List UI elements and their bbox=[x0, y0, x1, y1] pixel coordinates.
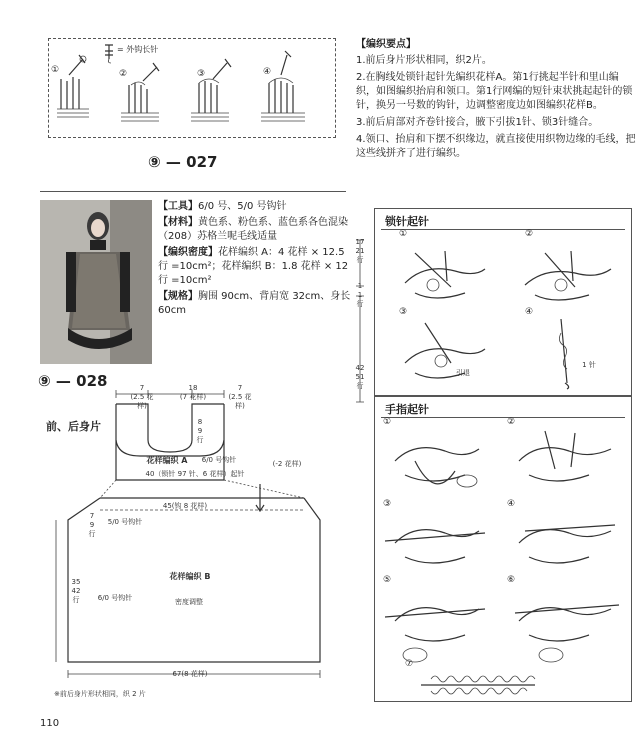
chain-a-label: 40（锁针 97 针、6 花样）起针 bbox=[145, 470, 245, 478]
materials-text: 6/0 号、5/0 号钩针 bbox=[198, 201, 287, 212]
top-dim-right: 7 (2.5 花样) bbox=[228, 384, 252, 410]
hook-6-label: 6/0 号钩针 bbox=[97, 594, 133, 602]
materials-line bbox=[158, 216, 356, 244]
step-1-label: ① bbox=[51, 65, 60, 75]
minus-label: (-2 花样) bbox=[272, 460, 302, 468]
chain-hook-icon bbox=[559, 319, 568, 389]
top-dim-left: 7 (2.5 花样) bbox=[130, 384, 154, 410]
neck-depth-label: 8 9 行 bbox=[196, 418, 204, 444]
panel-step-label: ② bbox=[507, 417, 516, 427]
model-silhouette-icon bbox=[40, 200, 152, 364]
figure-028-id: ⑨ — 028 bbox=[38, 372, 108, 390]
crochet-step-4-icon bbox=[261, 51, 305, 121]
step-4-label: ④ bbox=[263, 67, 272, 77]
footnote: ※前后身片形状相同，织 2 片 bbox=[54, 690, 146, 698]
step-3-label: ③ bbox=[197, 69, 206, 79]
rows-35-42-label: 35 42 行 bbox=[71, 578, 81, 604]
figure-027-legend: = 外钩长针 bbox=[117, 45, 159, 54]
page-number: 110 bbox=[40, 718, 60, 729]
notes-list bbox=[356, 54, 636, 161]
materials-label: 【规格】 bbox=[158, 291, 198, 302]
finished-cast-on-icon bbox=[421, 676, 535, 694]
materials-text: 胸围 90cm、背肩宽 32cm、身长 60cm bbox=[158, 291, 351, 316]
note-item: 3.前后肩部对齐卷针接合，腋下引拔1针、锁3针缝合。 bbox=[356, 117, 599, 128]
panel-title: 锁针起针 bbox=[385, 215, 429, 228]
pattern-b-label: 花样编织 B bbox=[169, 572, 211, 581]
finger-start-panel bbox=[374, 396, 632, 702]
panel-step-label: ④ bbox=[525, 307, 534, 317]
finger-start-illustrations bbox=[375, 421, 631, 701]
top-dim-center: 18 (7 花样) bbox=[179, 384, 207, 401]
finger-step-6-icon bbox=[515, 605, 619, 662]
panel-step-label: ⑤ bbox=[383, 575, 392, 585]
panel-step-label: ③ bbox=[383, 499, 392, 509]
adjust-label: 密度调整 bbox=[175, 598, 203, 606]
materials-label: 【编织密度】 bbox=[158, 247, 218, 258]
materials-label: 【工具】 bbox=[158, 201, 198, 212]
finger-step-1-icon bbox=[395, 448, 479, 487]
divider bbox=[40, 191, 346, 192]
note-item: 1.前后身片形状相同，织2片。 bbox=[356, 55, 492, 66]
hand-step-2-icon bbox=[525, 251, 611, 300]
crochet-step-1-icon bbox=[57, 55, 89, 117]
panel-step-label: ⑥ bbox=[507, 575, 516, 585]
materials-line bbox=[158, 246, 356, 288]
materials-text: 黄色系、粉色系、蓝色系各色混染（208）苏格兰呢毛线适量 bbox=[158, 217, 348, 242]
panel-step-label: ⑦ bbox=[405, 659, 414, 669]
materials-line bbox=[158, 200, 356, 214]
materials-label: 【材料】 bbox=[158, 217, 198, 228]
pull-label: 引退 bbox=[456, 369, 470, 377]
rows-7-9-label: 7 9 行 bbox=[88, 512, 96, 538]
materials-line bbox=[158, 290, 356, 318]
panel-step-label: ① bbox=[399, 229, 408, 239]
pattern-a-label: 花样编织 A bbox=[146, 456, 188, 465]
notes-title: 【编织要点】 bbox=[356, 39, 416, 50]
materials-block bbox=[158, 200, 356, 318]
panel-title: 手指起针 bbox=[385, 403, 429, 416]
note-item: 2.在胸线处锁针起针先编织花样A。第1行挑起半针和里山编织，如图编织抬肩和领口。第1行网编的短针束状挑起起针的锁针，换另一号数的钩针，边调整密度边如图编织花样B。 bbox=[356, 72, 633, 111]
crochet-step-illustrations bbox=[49, 39, 335, 137]
side-dim-top: 17 21 行 bbox=[355, 238, 365, 264]
chain-start-panel bbox=[374, 208, 632, 396]
panel-step-label: ④ bbox=[507, 499, 516, 509]
finger-step-5-icon bbox=[385, 608, 485, 662]
hook-a-label: 6/0 号钩针 bbox=[201, 456, 237, 464]
section-title: 前、后身片 bbox=[46, 420, 101, 433]
panel-step-label: ③ bbox=[399, 307, 408, 317]
model-photo bbox=[40, 200, 152, 364]
panel-title-underline bbox=[381, 417, 625, 418]
side-dim-bottom: 42 51 行 bbox=[355, 364, 365, 390]
panel-title-underline bbox=[381, 229, 625, 230]
width-45-label: 45(钩 8 花样) bbox=[162, 502, 208, 510]
materials-text: 花样编织 A：4 花样 × 12.5 行 =10cm²；花样编织 B：1.8 花样 × 12 行 =10cm² bbox=[158, 247, 349, 286]
hook-5-label: 5/0 号钩针 bbox=[107, 518, 143, 526]
side-dim-mid: 1 1 行 bbox=[356, 282, 364, 308]
finger-step-3-icon bbox=[385, 530, 485, 563]
finger-step-2-icon bbox=[519, 431, 611, 481]
step-2-label: ② bbox=[119, 69, 128, 79]
long-crochet-symbol-icon bbox=[105, 45, 113, 63]
figure-027-id: ⑨ — 027 bbox=[148, 153, 218, 171]
figure-027-box bbox=[48, 38, 336, 138]
width-67-label: 67(8 花样) bbox=[172, 670, 208, 678]
note-item: 4.领口、抬肩和下摆不织缘边，就直接使用织物边缘的毛线，把这些线拼齐了进行编织。 bbox=[356, 134, 636, 159]
one-stitch-label: 1 针 bbox=[582, 361, 596, 369]
panel-step-label: ① bbox=[383, 417, 392, 427]
panel-step-label: ② bbox=[525, 229, 534, 239]
finger-step-4-icon bbox=[519, 525, 615, 563]
hand-step-1-icon bbox=[405, 251, 485, 298]
